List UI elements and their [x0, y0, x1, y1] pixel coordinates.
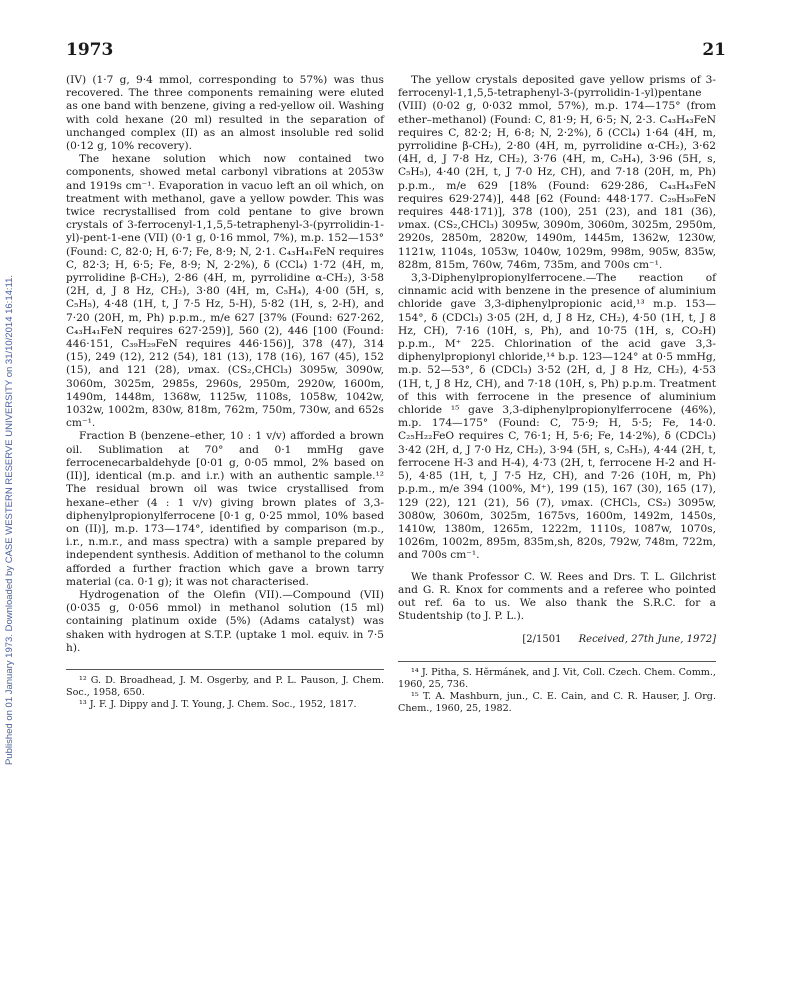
- footnote: ¹⁵ T. A. Mashburn, jun., C. E. Cain, and C. R. Hauser, J. Org. Chem., 1960, 25, 1982.: [398, 690, 716, 714]
- acknowledgements: We thank Professor C. W. Rees and Drs. T. L. Gilchrist and G. R. Knox for comments and a referee who pointed out ref. 6a to us. We also thank the S.R.C. for a Studentship (to J. P. L.).: [398, 570, 716, 623]
- received-date: Received, 27th June, 1972]: [578, 634, 716, 646]
- footnote-divider: [66, 669, 384, 670]
- journal-year: 1973: [66, 40, 114, 60]
- manuscript-code: [2/1501: [522, 634, 562, 646]
- download-watermark: [4, 220, 18, 820]
- footnote: ¹³ J. F. J. Dippy and J. T. Young, J. Chem. Soc., 1952, 1817.: [79, 698, 357, 710]
- paragraph: The hexane solution which now contained two components, showed metal carbonyl vibrations at 2053w and 1919s cm⁻¹. Evaporation in vacuo left an oil which, on treatment with methanol, gave a yellow powder. This was twice recrystallised from cold pentane to give brown crystals of 3-ferrocenyl-1,1,5,5-tetraphenyl-3-(pyrrolidin-1-yl)-pent-1-ene (VII) (0·1 g, 0·16 mmol, 7%), m.p. 152—153° (Found: C, 82·0; H, 6·7; Fe, 8·9; N, 2·1. C₄₃H₄₁FeN requires C, 82·3; H, 6·5; Fe, 8·9; N, 2·2%), δ (CCl₄) 1·72 (4H, m, pyrrolidine β-CH₂), 2·86 (4H, m, pyrrolidine α-CH₂), 3·58 (2H, d, J 8 Hz, CH₂), 3·80 (4H, m, C₅H₄), 4·00 (5H, s, C₅H₅), 4·48 (1H, t, J 7·5 Hz, 5-H), 5·82 (1H, s, 2-H), and 7·20 (20H, m, Ph) p.p.m., m/e 627 [37% (Found: 627·262, C₄₃H₄₁FeN requires 627·259)], 560 (2), 446 [100 (Found: 446·151, C₃₉H₂₉FeN requires 446·156)], 378 (47), 314 (15), 249 (12), 212 (54), 181 (13), 178 (16), 167 (45), 152 (15), and 121 (28), νmax. (CS₂,CHCl₃) 3095w, 3090w, 3060m, 3025m, 2985s, 2960s, 2950m, 2920w, 1600m, 1490m, 1448m, 1368w, 1125w, 1108s, 1058w, 1042w, 1032w, 1002m, 830w, 818m, 762m, 750m, 730w, and 652s cm⁻¹.: [66, 153, 384, 430]
- paragraph: Fraction B (benzene–ether, 10 : 1 v/v) afforded a brown oil. Sublimation at 70° and 0·1 mmHg gave ferrocenecarbaldehyde [0·01 g, 0·05 mmol, 2% based on (II)], identical (m.p. and i.r.) with an authentic sample.¹² The residual brown oil was twice crystallised from hexane–ether (4 : 1 v/v) giving brown plates of 3,3-diphenylpropionylferrocene [0·1 g, 0·25 mmol, 10% based on (II)], m.p. 173—174°, identified by comparison (m.p., i.r., n.m.r., and mass spectra) with a sample prepared by independent synthesis. Addition of methanol to the column afforded a further fraction which gave a brown tarry material (ca. 0·1 g); it was not characterised.: [66, 430, 384, 588]
- page-number: 21: [702, 40, 726, 60]
- footnote: ¹⁴ J. Pitha, S. Hĕrmánek, and J. Vit, Coll. Czech. Chem. Comm., 1960, 25, 736.: [398, 666, 716, 690]
- footnote-divider: [398, 661, 716, 662]
- download-notice: Published on 01 January 1973. Downloaded by CASE WESTERN RESERVE UNIVERSITY on 31/10/2014 16:14:11.: [4, 274, 15, 766]
- paragraph: The yellow crystals deposited gave yellow prisms of 3-ferrocenyl-1,1,5,5-tetraphenyl-3-(pyrrolidin-1-yl)pentane (VIII) (0·02 g, 0·032 mmol, 57%), m.p. 174—175° (from ether–methanol) (Found: C, 81·9; H, 6·5; N, 2·3. C₄₃H₄₃FeN requires C, 82·2; H, 6·8; N, 2·2%), δ (CCl₄) 1·64 (4H, m, pyrrolidine β-CH₂), 2·80 (4H, m, pyrrolidine α-CH₂), 3·62 (4H, d, J 7·8 Hz, CH₂), 3·76 (4H, m, C₅H₄), 3·96 (5H, s, C₅H₅), 4·40 (2H, t, J 7·0 Hz, CH), and 7·18 (20H, m, Ph) p.p.m., m/e 629 [18% (Found: 629·286, C₄₃H₄₃FeN requires 629·274)], 448 [62 (Found: 448·177. C₂₉H₃₀FeN requires 448·171)], 378 (100), 251 (23), and 181 (36), νmax. (CS₂,CHCl₃) 3095w, 3090m, 3060m, 3025m, 2950m, 2920s, 2850m, 2820w, 1490m, 1445m, 1362w, 1230w, 1121w, 1104s, 1053w, 1040w, 1029m, 998m, 905w, 835w, 828m, 815m, 760w, 746m, 735m, and 700s cm⁻¹.: [398, 74, 716, 271]
- page-header: [66, 40, 726, 62]
- paragraph: Hydrogenation of the Olefin (VII).—Compound (VII) (0·035 g, 0·056 mmol) in methanol solution (15 ml) containing platinum oxide (5%) (Adams catalyst) was shaken with hydrogen at S.T.P. (uptake 1 mol. equiv. in 7·5 h).: [66, 588, 384, 654]
- left-column: [66, 74, 384, 711]
- paragraph: (IV) (1·7 g, 9·4 mmol, corresponding to 57%) was thus recovered. The three components remaining were eluted as one band with benzene, giving a red-yellow oil. Washing with cold hexane (20 ml) resulted in the separation of unchanged complex (II) as an almost insoluble red solid (0·12 g, 10% recovery).: [66, 74, 384, 153]
- received-line: [398, 633, 716, 646]
- footnote: ¹² G. D. Broadhead, J. M. Osgerby, and P. L. Pauson, J. Chem. Soc., 1958, 650.: [66, 674, 384, 698]
- paragraph: 3,3-Diphenylpropionylferrocene.—The reaction of cinnamic acid with benzene in the presence of aluminium chloride gave 3,3-diphenylpropionic acid,¹³ m.p. 153—154°, δ (CDCl₃) 3·05 (2H, d, J 8 Hz, CH₂), 4·50 (1H, t, J 8 Hz, CH), 7·16 (10H, s, Ph), and 10·75 (1H, s, CO₂H) p.p.m., M⁺ 225. Chlorination of the acid gave 3,3-diphenylpropionyl chloride,¹⁴ b.p. 123—124° at 0·5 mmHg, m.p. 52—53°, δ (CDCl₃) 3·52 (2H, d, J 8 Hz, CH₂), 4·53 (1H, t, J 8 Hz, CH), and 7·18 (10H, s, Ph) p.p.m. Treatment of this with ferrocene in the presence of aluminium chloride ¹⁵ gave 3,3-diphenylpropionylferrocene (46%), m.p. 174—175° (Found: C, 75·9; H, 5·5; Fe, 14·0. C₂₅H₂₂FeO requires C, 76·1; H, 5·6; Fe, 14·2%), δ (CDCl₃) 3·42 (2H, d, J 7·0 Hz, CH₂), 3·94 (5H, s, C₅H₅), 4·44 (2H, t, ferrocene H-3 and H-4), 4·73 (2H, t, ferrocene H-2 and H-5), 4·85 (1H, t, J 7·5 Hz, CH), and 7·26 (10H, m, Ph) p.p.m., m/e 394 (100%, M⁺), 199 (15), 167 (30), 165 (17), 129 (22), 121 (21), 56 (7), νmax. (CHCl₃, CS₂) 3095w, 3080w, 3060m, 3025m, 1675vs, 1600m, 1492m, 1450s, 1410w, 1380m, 1265m, 1222m, 1110s, 1087w, 1070s, 1026m, 1002m, 895m, 835m,sh, 820s, 792w, 748m, 722m, and 700s cm⁻¹.: [398, 272, 716, 562]
- right-column: [398, 74, 716, 715]
